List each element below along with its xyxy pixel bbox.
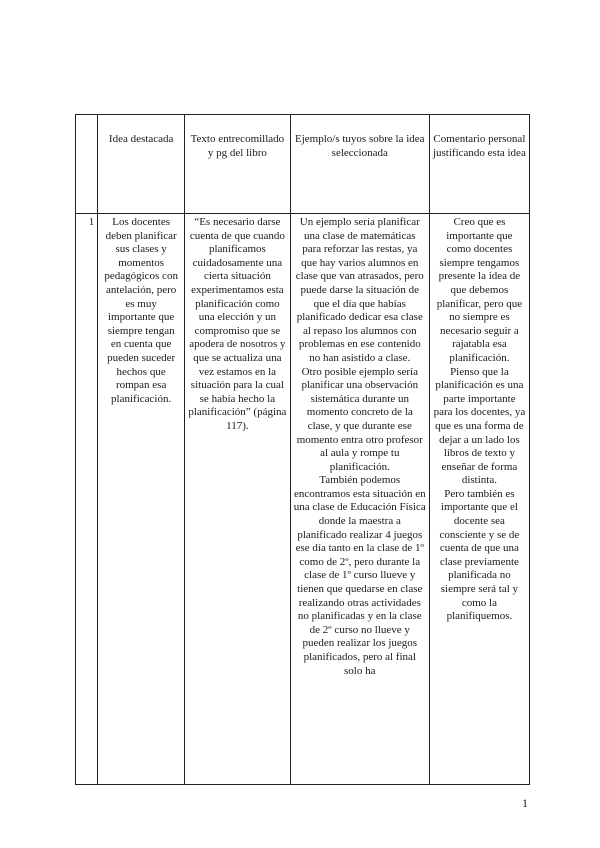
header-comment: Comentario personal justificando esta idea <box>429 115 529 214</box>
idea-cell: Los docentes deben planificar sus clases y momentos pedagógicos con antelación, pero es muy importante que siempre tengan en cuenta que pueden suceder hechos que rompan esa planificación. <box>98 214 185 785</box>
examples-cell <box>290 214 429 785</box>
page-number: 1 <box>522 796 528 810</box>
header-number <box>76 115 98 214</box>
header-quote: Texto entrecomillado y pg del libro <box>185 115 291 214</box>
table-header-row <box>76 115 530 214</box>
quote-cell: “Es necesario darse cuenta de que cuando planificamos cuidadosamente una cierta situación experimentamos esta planificación como una elección y un compromiso que se apodera de nosotros y que se actualiza una vez estamos en la situación para la cual se había hecho la planificación” (página 117). <box>185 214 291 785</box>
example-paragraph: Un ejemplo sería planificar una clase de matemáticas para reforzar las restas, ya que hay varios alumnos en clase que van atrasados, pero puede darse la situación de que el día que habías planificado dedicar esa clase al repaso los alumnos con problemas en ese contenido no han asistido a clase. <box>295 216 424 364</box>
reflection-table <box>75 114 530 785</box>
header-idea: Idea destacada <box>98 115 185 214</box>
comment-paragraph: Pienso que la planificación es una parte importante para los docentes, ya que es una forma de dejar a un lado los libros de texto y enseñar de forma distinta. <box>433 365 526 487</box>
comment-paragraph: Pero también es importante que el docente sea consciente y se de cuenta de que una clase previamente planificada no siempre será tal y como la planifiquemos. <box>439 487 520 623</box>
header-examples: Ejemplo/s tuyos sobre la idea seleccionada <box>290 115 429 214</box>
comment-paragraph: Creo que es importante que como docentes siempre tengamos presente la idea de que debemos planificar, pero que no siempre es necesario seguir a rajatabla esa planificación. <box>436 216 523 364</box>
example-paragraph: También podemos encontramos esta situación en una clase de Educación Física donde la maestra a planificado realizar 4 juegos ese día tanto en la clase de 1º como de 2º, pero durante la clase de 1º curso llueve y tienen que quedarse en clase realizando otras actividades no planificadas y en la clase de 2º curso no llueve y pueden realizar los juegos planificados, pero al final solo ha <box>293 474 426 677</box>
example-paragraph: Otro posible ejemplo sería planificar una observación sistemática durante un momento concreto de la clase, y que durante ese momento entra otro profesor al aula y rompe tu planificación. <box>296 365 423 473</box>
row-number: 1 <box>76 214 98 785</box>
table-row <box>76 214 530 785</box>
comment-cell <box>429 214 529 785</box>
